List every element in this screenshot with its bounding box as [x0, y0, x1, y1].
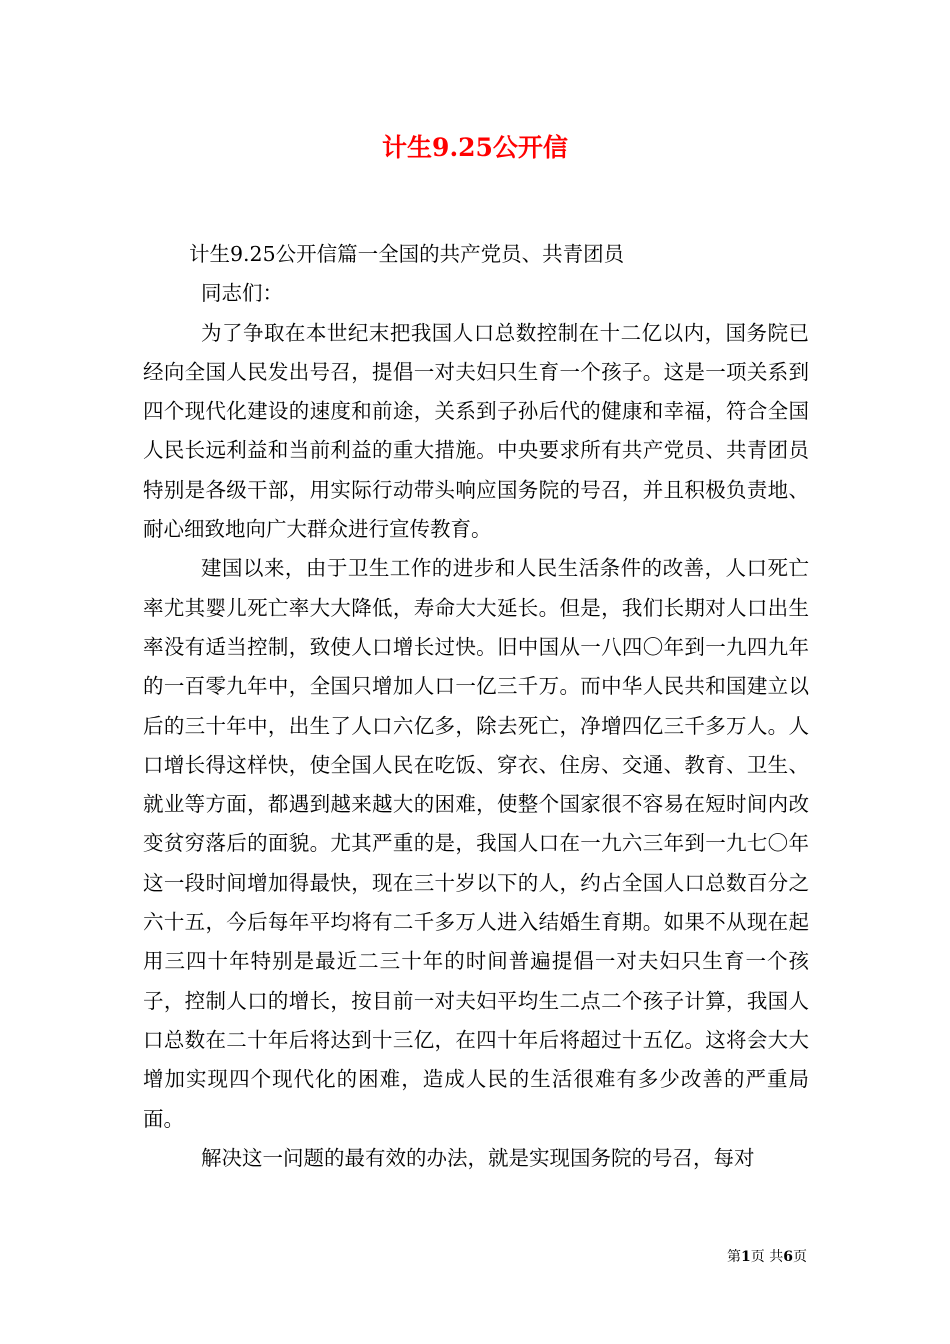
paragraph-1: 为了争取在本世纪末把我国人口总数控制在十二亿以内，国务院已经向全国人民发出号召，提倡一对夫妇只生育一个孩子。这是一项关系到四个现代化建设的速度和前途，关系到子孙后代的健康和幸福，符合全国人民长远利益和当前利益的重大措施。中央要求所有共产党员、共青团员特别是各级干部，用实际行动带头响应国务院的号召，并且积极负责地、耐心细致地向广大群众进行宣传教育。 — [143, 320, 809, 542]
footer-suffix: 页 — [793, 1249, 807, 1265]
total-pages-number: 6 — [783, 1249, 793, 1265]
paragraph-2: 建国以来，由于卫生工作的进步和人民生活条件的改善，人口死亡率尤其婴儿死亡率大大降低，寿命大大延长。但是，我们长期对人口出生率没有适当控制，致使人口增长过快。旧中国从一八四〇年到一九四九年的一百零九年中，全国只增加人口一亿三千万。而中华人民共和国建立以后的三十年中，出生了人口六亿多，除去死亡，净增四亿三千多万人。人口增长得这样快，使全国人民在吃饭、穿衣、住房、交通、教育、卫生、就业等方面，都遇到越来越大的困难，使整个国家很不容易在短时间内改变贫穷落后的面貌。尤其严重的是，我国人口在一九六三年到一九七〇年这一段时间增加得最快，现在三十岁以下的人，约占全国人口总数百分之六十五，今后每年平均将有二千多万人进入结婚生育期。如果不从现在起用三四十年特别是最近二三十年的时间普遍提倡一对夫妇只生育一个孩子，控制人口的增长，按目前一对夫妇平均生二点二个孩子计算，我国人口总数在二十年后将达到十三亿，在四十年后将超过十五亿。这将会大大增加实现四个现代化的困难，造成人民的生活很难有多少改善的严重局面。 — [143, 556, 809, 1131]
document-body — [143, 235, 809, 1178]
footer-prefix: 第 — [727, 1249, 742, 1265]
footer-middle: 页 共 — [750, 1249, 784, 1265]
document-title: 计生9.25公开信 — [382, 133, 568, 162]
current-page-number: 1 — [741, 1249, 751, 1265]
paragraph-3: 解决这一问题的最有效的办法，就是实现国务院的号召，每对 — [201, 1145, 755, 1170]
page-footer — [727, 1248, 807, 1266]
document-subtitle: 计生9.25公开信篇一全国的共产党员、共青团员 — [189, 242, 625, 266]
salutation: 同志们： — [201, 281, 283, 306]
